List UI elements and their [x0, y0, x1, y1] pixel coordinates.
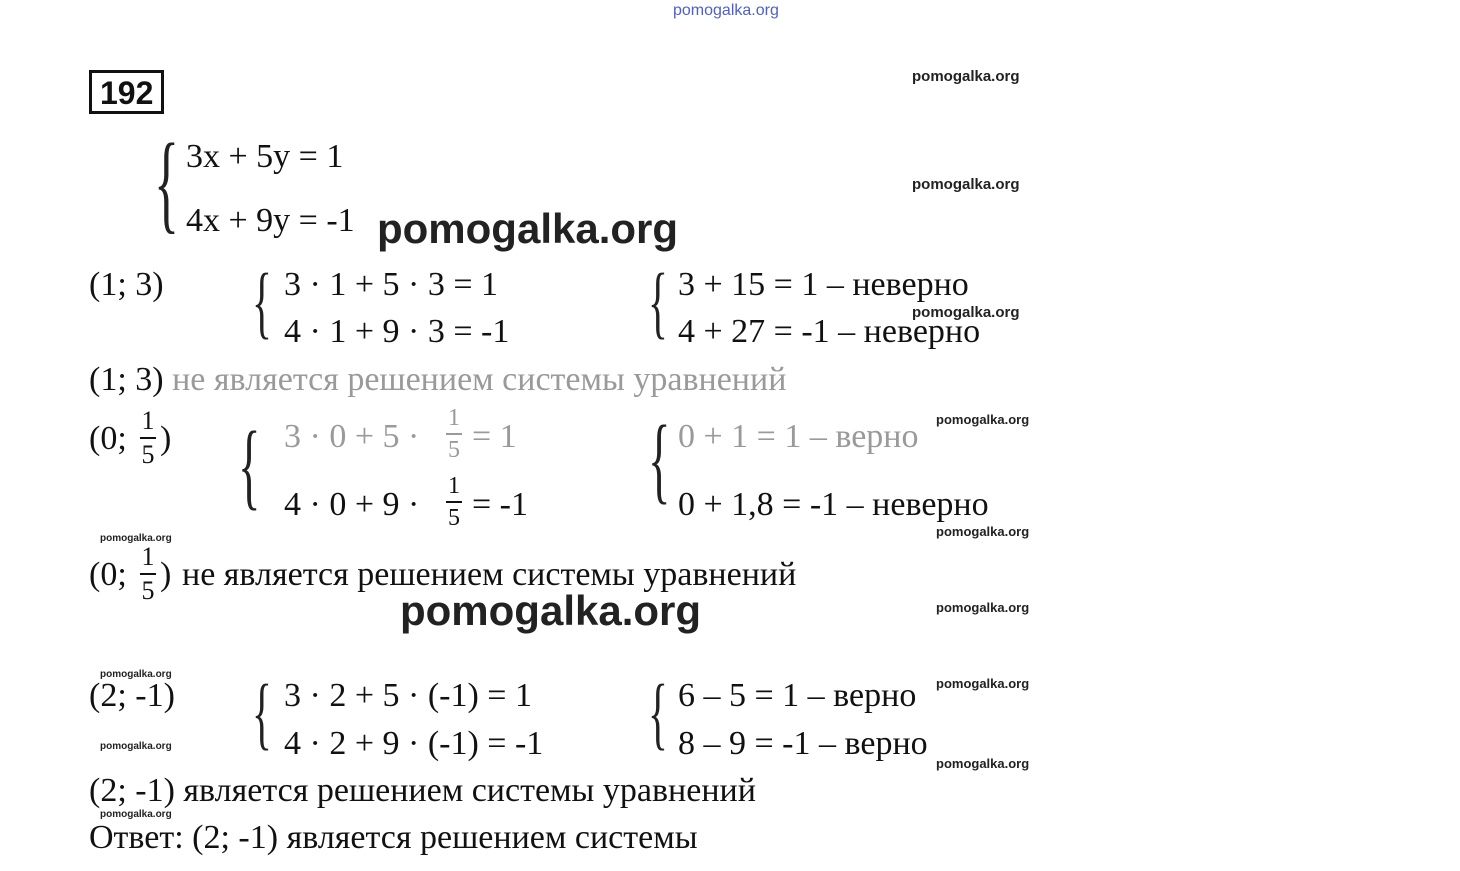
- system-equation-1: 3x + 5y = 1: [186, 138, 344, 175]
- substitution-1-eq2: 4 · 1 + 9 · 3 = -1: [284, 313, 510, 350]
- system-brace: {: [154, 120, 180, 244]
- brace: {: [238, 414, 261, 520]
- substitution-2-eq1-right: = 1: [472, 418, 517, 455]
- watermark: pomogalka.org: [912, 68, 1020, 85]
- result-3-eq2: 8 – 9 = -1 – верно: [678, 725, 928, 762]
- fraction-one-fifth: [140, 408, 156, 468]
- watermark-large: pomogalka.org: [377, 205, 679, 252]
- result-1-eq2: 4 + 27 = -1 – неверно: [678, 313, 981, 350]
- conclusion-1: [89, 363, 786, 397]
- fraction-numerator: 1: [448, 405, 460, 431]
- result-3-eq1: 6 – 5 = 1 – верно: [678, 677, 917, 714]
- watermark: pomogalka.org: [912, 304, 1020, 321]
- brace: {: [252, 667, 272, 757]
- conclusion-2-prefix: (0;: [89, 556, 127, 593]
- answer: Ответ: (2; -1) является решением системы: [89, 819, 698, 856]
- watermark: pomogalka.org: [100, 741, 172, 752]
- watermark: pomogalka.org: [936, 524, 1030, 539]
- fraction-denominator: 5: [141, 576, 155, 605]
- watermark: pomogalka.org: [936, 600, 1030, 615]
- watermark: pomogalka.org: [936, 676, 1030, 691]
- fraction-bar: [446, 433, 462, 435]
- fraction-bar: [140, 437, 156, 439]
- fraction-one-fifth: [446, 406, 462, 462]
- substitution-3-eq2: 4 · 2 + 9 · (-1) = -1: [284, 725, 544, 762]
- fraction-numerator: 1: [448, 473, 460, 499]
- watermark-top: pomogalka.org: [673, 2, 779, 19]
- conclusion-1-text: не является решением системы уравнений: [172, 361, 787, 398]
- check-point-2-suffix: ): [160, 420, 172, 457]
- substitution-2-eq1-left: 3 · 0 + 5 ·: [284, 418, 420, 455]
- watermark: pomogalka.org: [100, 533, 172, 544]
- fraction-denominator: 5: [448, 505, 460, 531]
- watermark: pomogalka.org: [100, 809, 172, 820]
- conclusion-2-suffix: ): [160, 556, 172, 593]
- brace: {: [648, 667, 668, 757]
- substitution-1-eq1: 3 · 1 + 5 · 3 = 1: [284, 266, 498, 303]
- fraction-one-fifth: [446, 474, 462, 530]
- check-point-1: (1; 3): [89, 266, 164, 303]
- fraction-numerator: 1: [141, 542, 155, 571]
- fraction-one-fifth: [140, 544, 156, 604]
- watermark: pomogalka.org: [936, 412, 1030, 427]
- conclusion-1-point: (1; 3): [89, 361, 164, 398]
- brace: {: [252, 256, 272, 346]
- conclusion-3: (2; -1) является решением системы уравнений: [89, 772, 756, 809]
- result-2-eq1: 0 + 1 = 1 – верно: [678, 418, 919, 455]
- substitution-3-eq1: 3 · 2 + 5 · (-1) = 1: [284, 677, 532, 714]
- fraction-denominator: 5: [448, 437, 460, 463]
- brace: {: [648, 408, 671, 514]
- watermark: pomogalka.org: [912, 176, 1020, 193]
- substitution-2-eq2-left: 4 · 0 + 9 ·: [284, 486, 420, 523]
- fraction-bar: [140, 573, 156, 575]
- fraction-numerator: 1: [141, 406, 155, 435]
- check-point-3: (2; -1): [89, 677, 175, 714]
- system-equation-2: 4x + 9y = -1: [186, 202, 355, 239]
- check-point-2-prefix: (0;: [89, 420, 127, 457]
- fraction-denominator: 5: [141, 440, 155, 469]
- fraction-bar: [446, 501, 462, 503]
- brace: {: [648, 256, 668, 346]
- substitution-2-eq2-right: = -1: [472, 486, 528, 523]
- result-2-eq2: 0 + 1,8 = -1 – неверно: [678, 486, 989, 523]
- result-1-eq1: 3 + 15 = 1 – неверно: [678, 266, 969, 303]
- watermark: pomogalka.org: [100, 669, 172, 680]
- conclusion-2-text: не является решением системы уравнений: [182, 556, 797, 593]
- watermark-large: pomogalka.org: [400, 587, 702, 634]
- problem-number: 192: [89, 70, 164, 114]
- watermark: pomogalka.org: [936, 756, 1030, 771]
